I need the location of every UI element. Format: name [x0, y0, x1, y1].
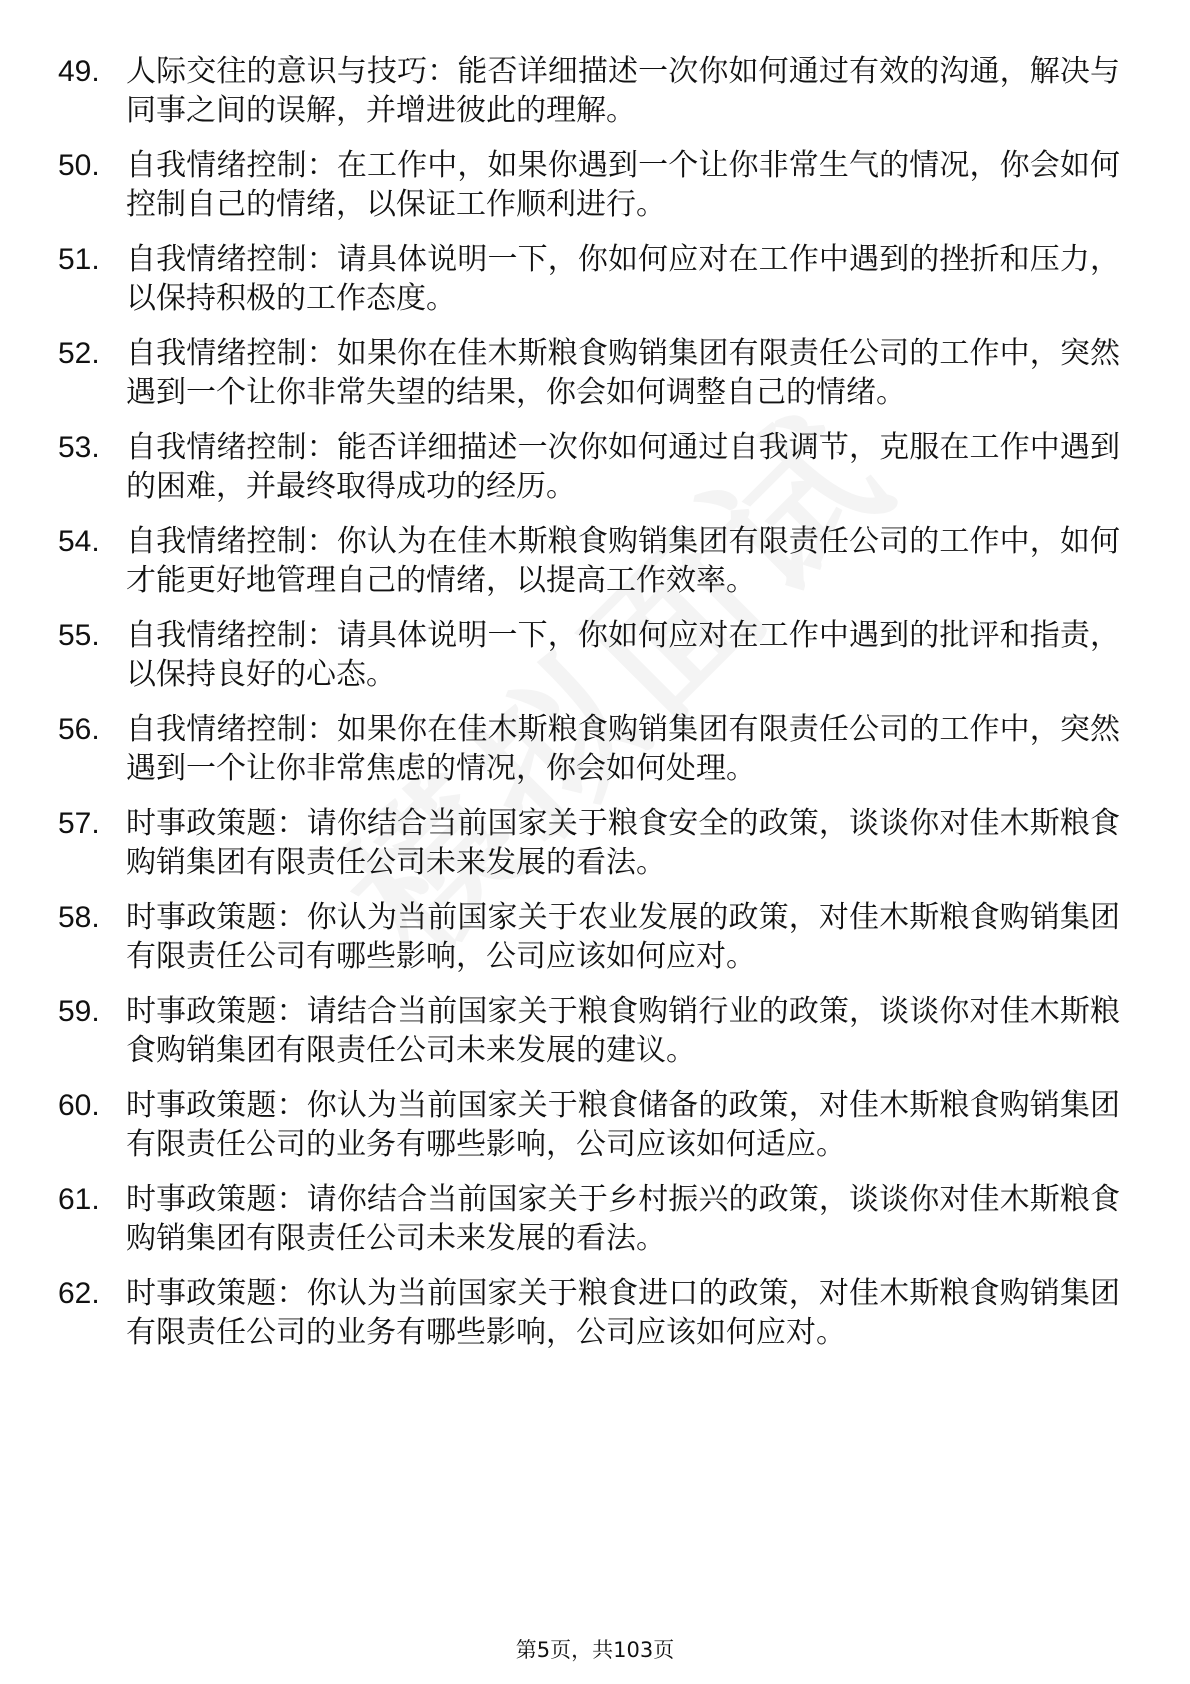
question-item	[58, 522, 1120, 600]
question-text: 时事政策题：你认为当前国家关于粮食储备的政策，对佳木斯粮食购销集团有限责任公司的业务有哪些影响，公司应该如何适应。	[126, 1088, 1120, 1162]
question-item	[58, 334, 1120, 412]
question-item	[58, 710, 1120, 788]
question-text: 时事政策题：请你结合当前国家关于粮食安全的政策，谈谈你对佳木斯粮食购销集团有限责任公司未来发展的看法。	[126, 806, 1120, 880]
question-item	[58, 240, 1120, 318]
question-item	[58, 1274, 1120, 1352]
question-text: 自我情绪控制：你认为在佳木斯粮食购销集团有限责任公司的工作中，如何才能更好地管理自己的情绪，以提高工作效率。	[126, 524, 1120, 598]
question-text: 时事政策题：请你结合当前国家关于乡村振兴的政策，谈谈你对佳木斯粮食购销集团有限责任公司未来发展的看法。	[126, 1182, 1120, 1256]
question-number: 55.	[58, 619, 100, 652]
question-text: 自我情绪控制：如果你在佳木斯粮食购销集团有限责任公司的工作中，突然遇到一个让你非常焦虑的情况，你会如何处理。	[126, 712, 1120, 786]
question-text: 时事政策题：请结合当前国家关于粮食购销行业的政策，谈谈你对佳木斯粮食购销集团有限责任公司未来发展的建议。	[126, 994, 1120, 1068]
question-item	[58, 804, 1120, 882]
question-number: 60.	[58, 1089, 100, 1122]
question-text: 时事政策题：你认为当前国家关于粮食进口的政策，对佳木斯粮食购销集团有限责任公司的业务有哪些影响，公司应该如何应对。	[126, 1276, 1120, 1350]
question-text: 自我情绪控制：请具体说明一下，你如何应对在工作中遇到的挫折和压力，以保持积极的工作态度。	[126, 242, 1120, 316]
question-number: 57.	[58, 807, 100, 840]
question-text: 自我情绪控制：在工作中，如果你遇到一个让你非常生气的情况，你会如何控制自己的情绪，以保证工作顺利进行。	[126, 148, 1120, 222]
question-number: 50.	[58, 149, 100, 182]
question-number: 51.	[58, 243, 100, 276]
question-text: 人际交往的意识与技巧：能否详细描述一次你如何通过有效的沟通，解决与同事之间的误解，并增进彼此的理解。	[126, 54, 1120, 128]
question-item	[58, 1086, 1120, 1164]
question-number: 62.	[58, 1277, 100, 1310]
question-item	[58, 146, 1120, 224]
question-number: 59.	[58, 995, 100, 1028]
question-text: 自我情绪控制：请具体说明一下，你如何应对在工作中遇到的批评和指责，以保持良好的心态。	[126, 618, 1120, 692]
question-item	[58, 898, 1120, 976]
question-item	[58, 616, 1120, 694]
question-item	[58, 52, 1120, 130]
question-number: 52.	[58, 337, 100, 370]
question-number: 53.	[58, 431, 100, 464]
question-text: 自我情绪控制：能否详细描述一次你如何通过自我调节，克服在工作中遇到的困难，并最终取得成功的经历。	[126, 430, 1120, 504]
question-number: 58.	[58, 901, 100, 934]
question-number: 54.	[58, 525, 100, 558]
page-footer: 第5页，共103页	[515, 1638, 675, 1662]
question-number: 49.	[58, 55, 100, 88]
question-number: 56.	[58, 713, 100, 746]
question-item	[58, 1180, 1120, 1258]
question-text: 时事政策题：你认为当前国家关于农业发展的政策，对佳木斯粮食购销集团有限责任公司有哪些影响，公司应该如何应对。	[126, 900, 1120, 974]
question-list	[58, 52, 1120, 1368]
question-number: 61.	[58, 1183, 100, 1216]
question-item	[58, 428, 1120, 506]
question-item	[58, 992, 1120, 1070]
question-text: 自我情绪控制：如果你在佳木斯粮食购销集团有限责任公司的工作中，突然遇到一个让你非常失望的结果，你会如何调整自己的情绪。	[126, 336, 1120, 410]
